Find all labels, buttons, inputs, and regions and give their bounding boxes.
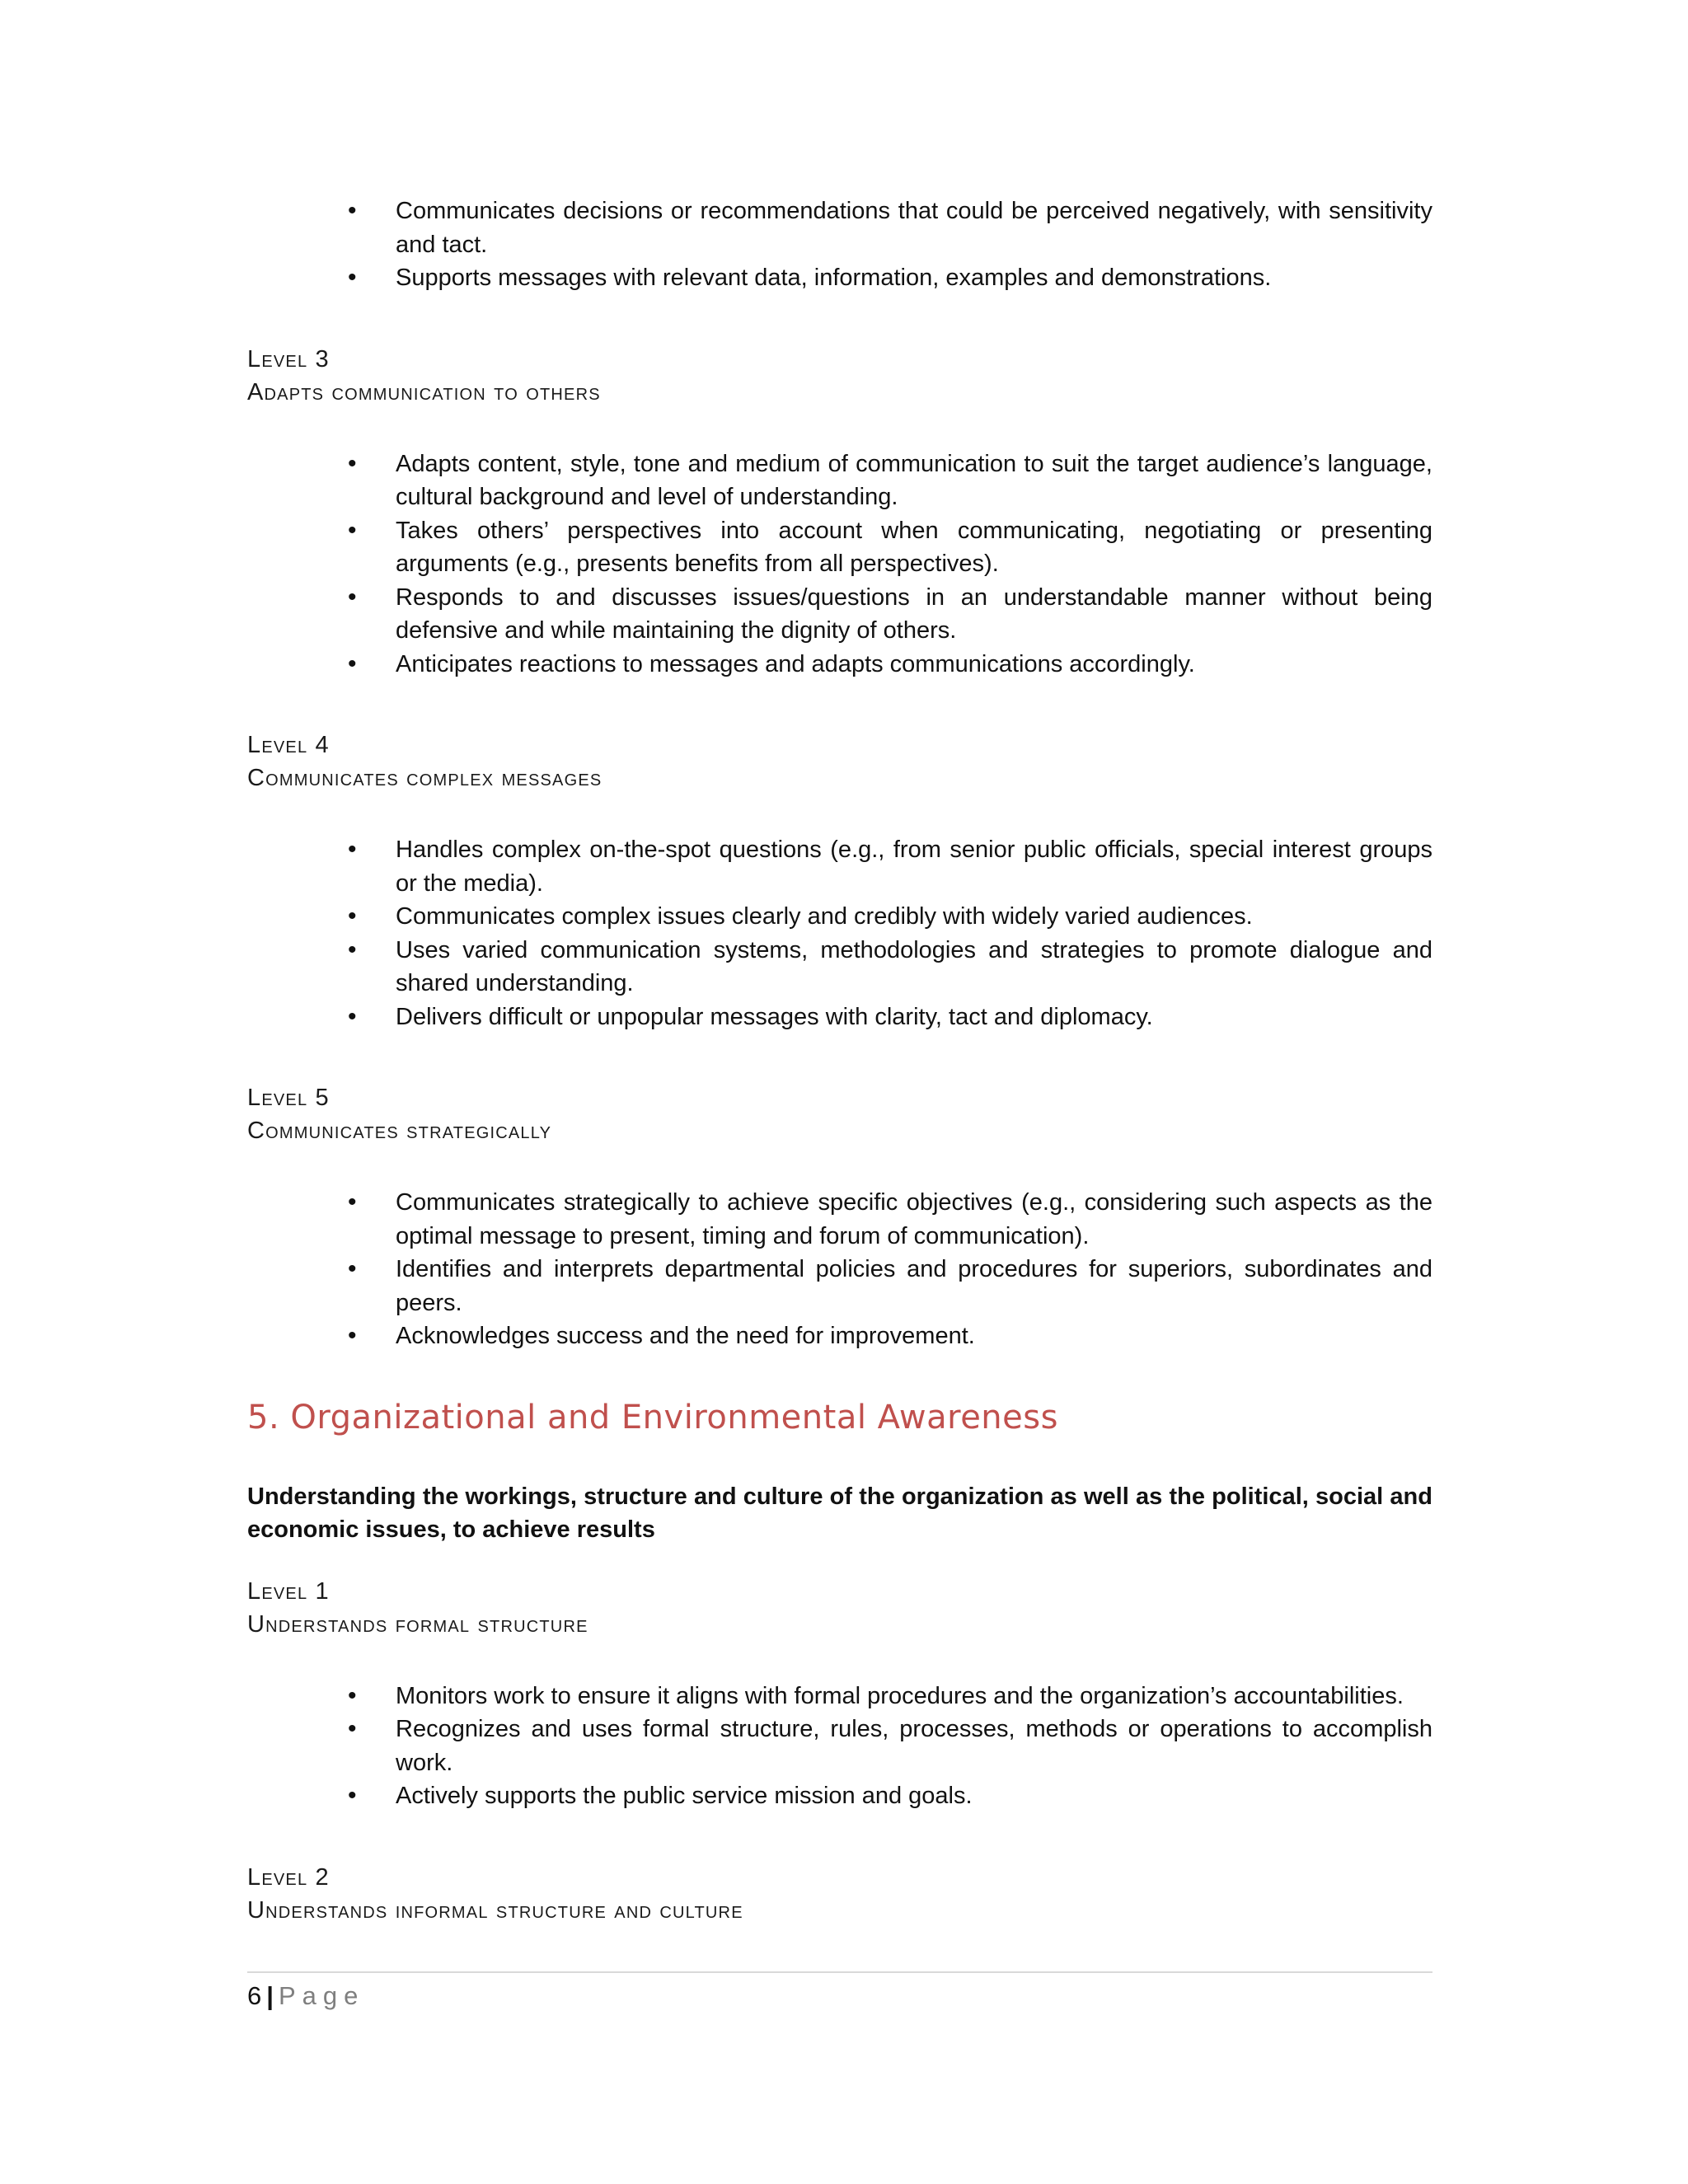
page-footer <box>247 1971 1432 2013</box>
level-label: Level 1 <box>247 1577 330 1605</box>
page-number: 6 <box>247 1981 262 2010</box>
list-item: • Uses varied communication systems, methodologies and strategies to promote dialogue and shared understanding. <box>396 934 1432 1001</box>
level-5-block <box>247 1081 1432 1353</box>
list-item: • Takes others’ perspectives into account when communicating, negotiating or presenting arguments (e.g., presents benefits from all perspectives). <box>396 514 1432 581</box>
level-4-block <box>247 729 1432 1033</box>
level-title: Understands formal structure <box>247 1610 588 1638</box>
list-item: • Communicates decisions or recommendations that could be perceived negatively, with sensitivity and tact. <box>396 194 1432 261</box>
level-label: Level 2 <box>247 1863 330 1891</box>
list-item: • Communicates complex issues clearly and credibly with widely varied audiences. <box>396 900 1432 934</box>
level-label: Level 3 <box>247 345 330 373</box>
list-item: • Delivers difficult or unpopular messages with clarity, tact and diplomacy. <box>396 1001 1432 1034</box>
list-item: • Actively supports the public service mission and goals. <box>396 1779 1432 1813</box>
level-title: Communicates complex messages <box>247 765 603 791</box>
section-description: Understanding the workings, structure and culture of the organization as well as the political, social and economic issues, to achieve results <box>247 1483 1432 1543</box>
level-3-bullet-list <box>247 448 1432 682</box>
level-3-block <box>247 343 1432 682</box>
level-label: Level 5 <box>247 1085 330 1111</box>
list-item: • Communicates strategically to achieve specific objectives (e.g., considering such aspects as the optimal message to present, timing and forum of communication). <box>396 1186 1432 1253</box>
list-item: • Acknowledges success and the need for improvement. <box>396 1319 1432 1353</box>
list-item: • Identifies and interprets departmental policies and procedures for superiors, subordinates and peers. <box>396 1253 1432 1319</box>
level-1-block <box>247 1575 1432 1813</box>
intro-bullet-list <box>247 194 1432 295</box>
level-1-bullet-list <box>247 1680 1432 1813</box>
list-item: • Handles complex on-the-spot questions (e.g., from senior public officials, special interest groups or the media). <box>396 833 1432 900</box>
level-title: Communicates strategically <box>247 1118 552 1144</box>
level-title: Understands informal structure and culture <box>247 1896 743 1924</box>
list-item: • Responds to and discusses issues/questions in an understandable manner without being defensive and while maintaining the dignity of others. <box>396 581 1432 648</box>
footer-separator: | <box>266 1981 274 2010</box>
document-page <box>247 194 1432 1927</box>
list-item: • Recognizes and uses formal structure, rules, processes, methods or operations to accomplish work. <box>396 1713 1432 1779</box>
section-heading: 5. Organizational and Environmental Awareness <box>247 1398 1058 1436</box>
level-label: Level 4 <box>247 732 330 758</box>
list-item: • Adapts content, style, tone and medium of communication to suit the target audience’s language, cultural background and level of understanding. <box>396 448 1432 514</box>
page-word: Page <box>278 1981 365 2010</box>
level-title: Adapts communication to others <box>247 378 601 405</box>
list-item: • Anticipates reactions to messages and adapts communications accordingly. <box>396 648 1432 682</box>
list-item: • Monitors work to ensure it aligns with formal procedures and the organization’s accountabilities. <box>396 1680 1432 1713</box>
level-4-bullet-list <box>247 833 1432 1033</box>
list-item: • Supports messages with relevant data, information, examples and demonstrations. <box>396 261 1432 295</box>
level-5-bullet-list <box>247 1186 1432 1353</box>
level-2-block <box>247 1861 1432 1927</box>
